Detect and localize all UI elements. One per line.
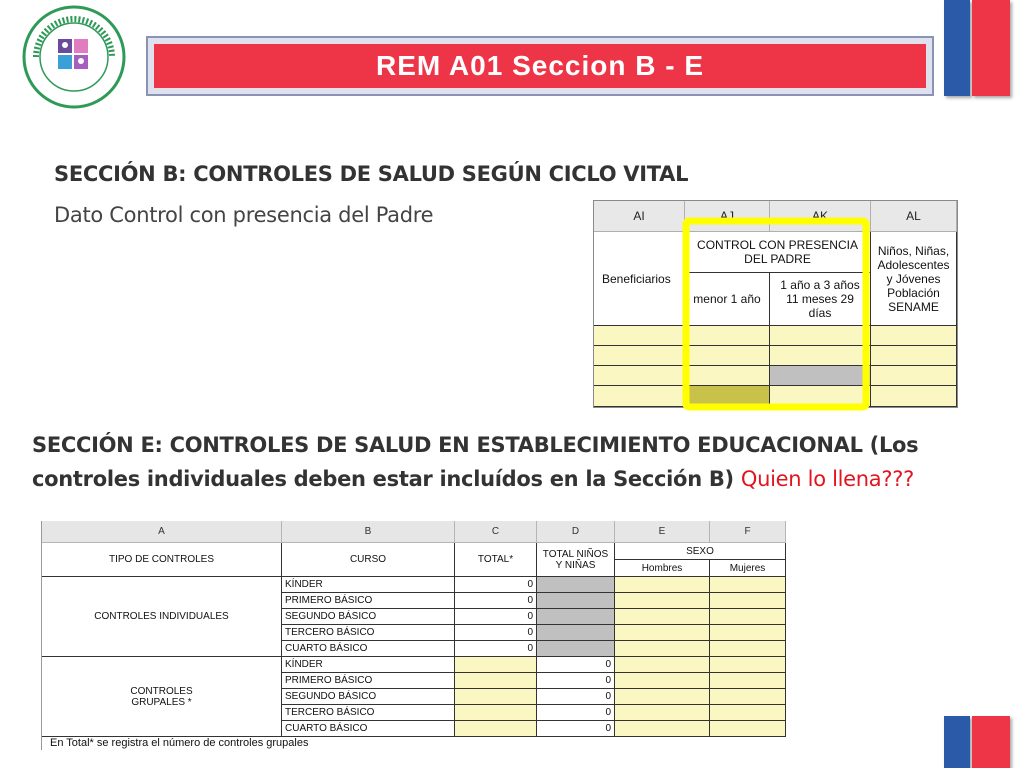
curso-cell: TERCERO BÁSICO: [282, 625, 455, 641]
tipo-controles-header: TIPO DE CONTROLES: [42, 543, 282, 577]
table-cell: [710, 625, 786, 641]
table-cell: [537, 609, 615, 625]
table-cell: [710, 721, 786, 737]
table-cell: [537, 577, 615, 593]
slide-title: REM A01 Seccion B - E: [154, 44, 926, 88]
table-cell: [615, 689, 710, 705]
curso-cell: TERCERO BÁSICO: [282, 705, 455, 721]
table-cell: [685, 366, 770, 386]
table-cell: [770, 326, 871, 346]
section-e-heading: [32, 428, 952, 496]
table-cell: [710, 577, 786, 593]
table-cell: [871, 326, 957, 346]
table-cell: [710, 609, 786, 625]
curso-cell: CUARTO BÁSICO: [282, 641, 455, 657]
curso-header: CURSO: [282, 543, 455, 577]
section-e-heading-text: SECCIÓN E: CONTROLES DE SALUD EN ESTABLECIMIENTO EDUCACIONAL (Los controles individuales deben estar incluídos en la Sección B): [32, 433, 919, 491]
table-cell: [455, 657, 537, 673]
beneficiarios-label: Beneficiarios: [594, 232, 685, 326]
total-ninos-header: TOTAL NIÑOS Y NIÑAS: [537, 543, 615, 577]
curso-cell: SEGUNDO BÁSICO: [282, 609, 455, 625]
total-ninos-cell: 0: [537, 689, 615, 705]
table-cell: [537, 593, 615, 609]
table-cell: [455, 721, 537, 737]
table-cell: [615, 593, 710, 609]
hombres-header: Hombres: [615, 560, 710, 577]
table-cell: [710, 673, 786, 689]
table-cell: [871, 366, 957, 386]
table-cell: [594, 386, 685, 407]
curso-cell: CUARTO BÁSICO: [282, 721, 455, 737]
controles-individuales-label: CONTROLES INDIVIDUALES: [42, 577, 282, 657]
col-header-al: AL: [871, 201, 957, 232]
col-header-b: B: [282, 521, 455, 543]
section-e-question: Quien lo llena???: [740, 467, 914, 491]
total-ninos-cell: 0: [537, 673, 615, 689]
total-ninos-cell: 0: [537, 721, 615, 737]
section-b-heading: SECCIÓN B: CONTROLES DE SALUD SEGÚN CICLO VITAL: [54, 162, 689, 186]
total-cell: 0: [455, 577, 537, 593]
curso-cell: SEGUNDO BÁSICO: [282, 689, 455, 705]
sename-header: Niños, Niñas, Adolescentes y Jóvenes Población SENAME: [871, 232, 957, 326]
col-header-ak: AK: [770, 201, 871, 232]
table-cell: [770, 366, 871, 386]
total-header: TOTAL*: [455, 543, 537, 577]
table-cell: [594, 326, 685, 346]
col-header-e: E: [615, 521, 710, 543]
col-header-d: D: [537, 521, 615, 543]
table-cell: [710, 641, 786, 657]
title-banner: [146, 36, 934, 96]
table-cell: [615, 721, 710, 737]
table-cell: [710, 593, 786, 609]
table-cell: [594, 366, 685, 386]
curso-cell: KÍNDER: [282, 657, 455, 673]
control-presencia-padre-header: CONTROL CON PRESENCIA DEL PADRE: [685, 232, 871, 273]
table-cell: [685, 346, 770, 366]
table-cell: [710, 657, 786, 673]
curso-cell: KÍNDER: [282, 577, 455, 593]
logo-emblem: [22, 5, 126, 109]
table-cell: [615, 705, 710, 721]
table-cell: [685, 326, 770, 346]
table-cell: [615, 641, 710, 657]
total-cell: 0: [455, 625, 537, 641]
total-cell: 0: [455, 609, 537, 625]
mujeres-header: Mujeres: [710, 560, 786, 577]
table-cell: [685, 386, 770, 407]
table-cell: [537, 641, 615, 657]
table-cell: [455, 689, 537, 705]
total-cell: 0: [455, 593, 537, 609]
col-header-c: C: [455, 521, 537, 543]
table-cell: [455, 705, 537, 721]
table-cell: [871, 386, 957, 407]
total-cell: 0: [455, 641, 537, 657]
curso-cell: PRIMERO BÁSICO: [282, 593, 455, 609]
section-b-spreadsheet: [593, 200, 958, 408]
table-cell: [770, 346, 871, 366]
total-ninos-cell: 0: [537, 657, 615, 673]
table-cell: [871, 346, 957, 366]
table-cell: [594, 346, 685, 366]
table-cell: [615, 577, 710, 593]
table-cell: [710, 689, 786, 705]
controles-grupales-label: CONTROLES GRUPALES *: [42, 657, 282, 737]
col-header-ai: AI: [594, 201, 685, 232]
table-cell: [615, 657, 710, 673]
flag-decoration-bottom: [944, 716, 1010, 768]
table-cell: [537, 625, 615, 641]
curso-cell: PRIMERO BÁSICO: [282, 673, 455, 689]
footnote: En Total* se registra el número de controles grupales: [50, 737, 309, 749]
table-cell: [615, 673, 710, 689]
col-header-f: F: [710, 521, 786, 543]
table-cell: [710, 705, 786, 721]
table-cell: [615, 625, 710, 641]
table-cell: [455, 673, 537, 689]
uno-a-tres-anos-header: 1 año a 3 años 11 meses 29 días: [770, 273, 871, 326]
table-cell: [770, 386, 871, 407]
section-e-spreadsheet: [41, 521, 789, 750]
total-ninos-cell: 0: [537, 705, 615, 721]
flag-decoration-top: [944, 0, 1010, 96]
col-header-a: A: [42, 521, 282, 543]
table-cell: [615, 609, 710, 625]
menor-1-ano-header: menor 1 año: [685, 273, 770, 326]
sexo-header: SEXO: [615, 543, 786, 560]
section-b-subheading: Dato Control con presencia del Padre: [54, 203, 434, 227]
col-header-aj: AJ: [685, 201, 770, 232]
